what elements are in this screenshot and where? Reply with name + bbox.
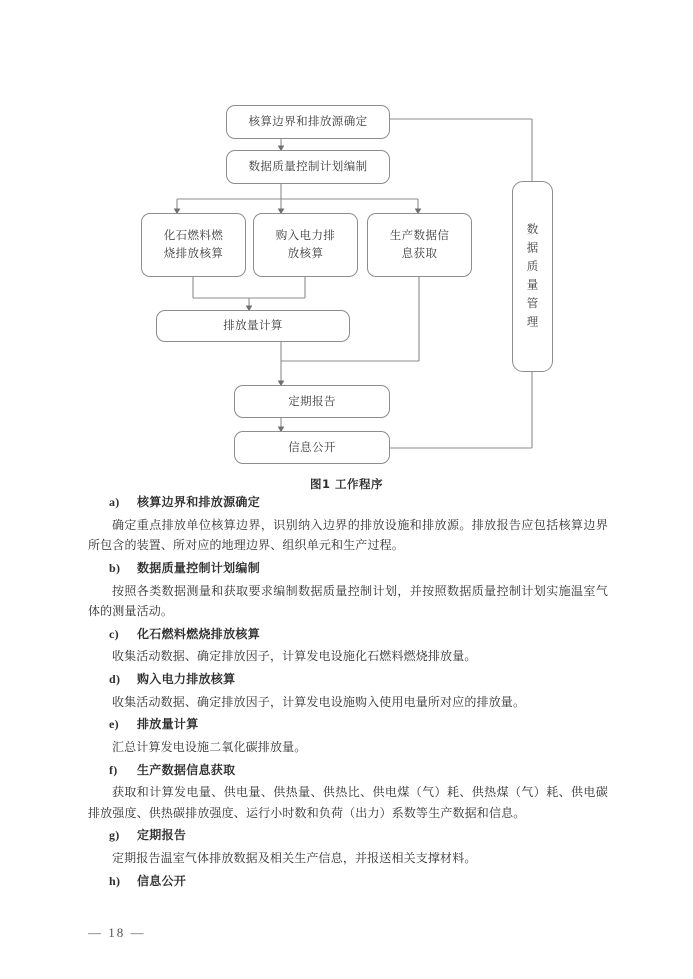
flow-node-production-data-label-line2: 息获取 xyxy=(401,246,438,260)
list-item-f-heading xyxy=(88,760,608,781)
flow-node-fossil-fuel[interactable] xyxy=(141,213,246,277)
figure-caption: 图1 工作程序 xyxy=(309,477,383,491)
flow-node-information-disclosure-label: 信息公开 xyxy=(288,439,336,454)
list-item-c-marker: c) xyxy=(109,626,119,641)
flow-node-emission-calculation[interactable] xyxy=(156,310,350,342)
list-item-f-marker: f) xyxy=(109,762,118,777)
list-item-e-title: 排放量计算 xyxy=(137,717,199,732)
flow-node-purchased-power[interactable] xyxy=(253,213,358,277)
list-item-b-heading xyxy=(88,558,608,579)
list-item-g-paragraph: 定期报告温室气体排放数据及相关生产信息，并报送相关支撑材料。 xyxy=(112,851,477,865)
list-item-d-paragraph: 收集活动数据、确定排放因子，计算发电设施购入使用电量所对应的排放量。 xyxy=(112,694,526,709)
list-item-f-paragraph: 获取和计算发电量、供电量、供热量、供热比、供电煤（气）耗、供热煤（气）耗、供电碳排放强度、供热碳排放强度、运行小时数和负荷（出力）系数等生产数据和信息。 xyxy=(88,785,608,820)
flow-node-boundary-label: 核算边界和排放源确定 xyxy=(248,114,368,129)
list-item-d-heading xyxy=(88,669,608,690)
flow-node-purchased-power-label-line1: 购入电力排 xyxy=(275,228,336,243)
flow-node-data-quality-management-label: 数据质量管理 xyxy=(525,223,540,334)
list-item-c-paragraph: 收集活动数据、确定排放因子，计算发电设施化石燃料燃烧排放量。 xyxy=(112,649,477,664)
flow-node-data-quality-management[interactable] xyxy=(512,181,553,372)
flow-node-fossil-fuel-label-line1: 化石燃料燃 xyxy=(163,228,224,243)
flow-node-production-data-label-line1: 生产数据信 xyxy=(389,228,450,243)
list-item-c-title: 化石燃料燃烧排放核算 xyxy=(137,626,261,641)
list-item-a-heading xyxy=(88,492,608,513)
flow-node-emission-calculation-label: 排放量计算 xyxy=(223,318,283,333)
flow-node-purchased-power-label-line2: 放核算 xyxy=(287,246,324,260)
list-item-a-paragraph: 确定重点排放单位核算边界，识别纳入边界的排放设施和排放源。排放报告应包括核算边界所包含的装置、所对应的地理边界、组织单元和生产过程。 xyxy=(88,517,608,553)
list-item-e-paragraph: 汇总计算发电设施二氧化碳排放量。 xyxy=(112,739,307,754)
flow-node-periodic-report-label: 定期报告 xyxy=(288,393,336,408)
list-item-c-heading xyxy=(88,624,608,645)
flow-node-periodic-report[interactable] xyxy=(234,385,390,418)
flow-node-production-data[interactable] xyxy=(367,213,472,277)
list-item-e-marker: e) xyxy=(109,717,119,732)
procedure-description-list xyxy=(88,492,608,893)
list-item-a-title: 核算边界和排放源确定 xyxy=(137,495,261,509)
list-item-h-heading xyxy=(88,871,608,892)
list-item-h-marker: h) xyxy=(109,873,121,888)
list-item-a-marker: a) xyxy=(109,495,120,509)
flow-node-plan[interactable] xyxy=(226,150,390,184)
list-item-b-paragraph: 按照各类数据测量和获取要求编制数据质量控制计划，并按照数据质量控制计划实施温室气体的测量活动。 xyxy=(88,583,608,619)
list-item-g-title: 定期报告 xyxy=(137,828,187,843)
flow-node-plan-label: 数据质量控制计划编制 xyxy=(248,159,368,174)
page-number: — 18 — xyxy=(88,925,146,940)
flow-node-fossil-fuel-label-line2: 烧排放核算 xyxy=(163,246,224,260)
list-item-b-marker: b) xyxy=(109,560,121,575)
list-item-g-heading xyxy=(88,825,608,846)
list-item-g-marker: g) xyxy=(109,828,120,843)
list-item-e-heading xyxy=(88,714,608,735)
list-item-d-marker: d) xyxy=(109,672,121,686)
list-item-d-title: 购入电力排放核算 xyxy=(137,672,236,686)
list-item-f-title: 生产数据信息获取 xyxy=(137,762,236,777)
flow-node-boundary[interactable] xyxy=(226,105,390,139)
list-item-h-title: 信息公开 xyxy=(137,873,187,888)
flow-node-information-disclosure[interactable] xyxy=(234,431,390,464)
list-item-b-title: 数据质量控制计划编制 xyxy=(137,560,261,575)
